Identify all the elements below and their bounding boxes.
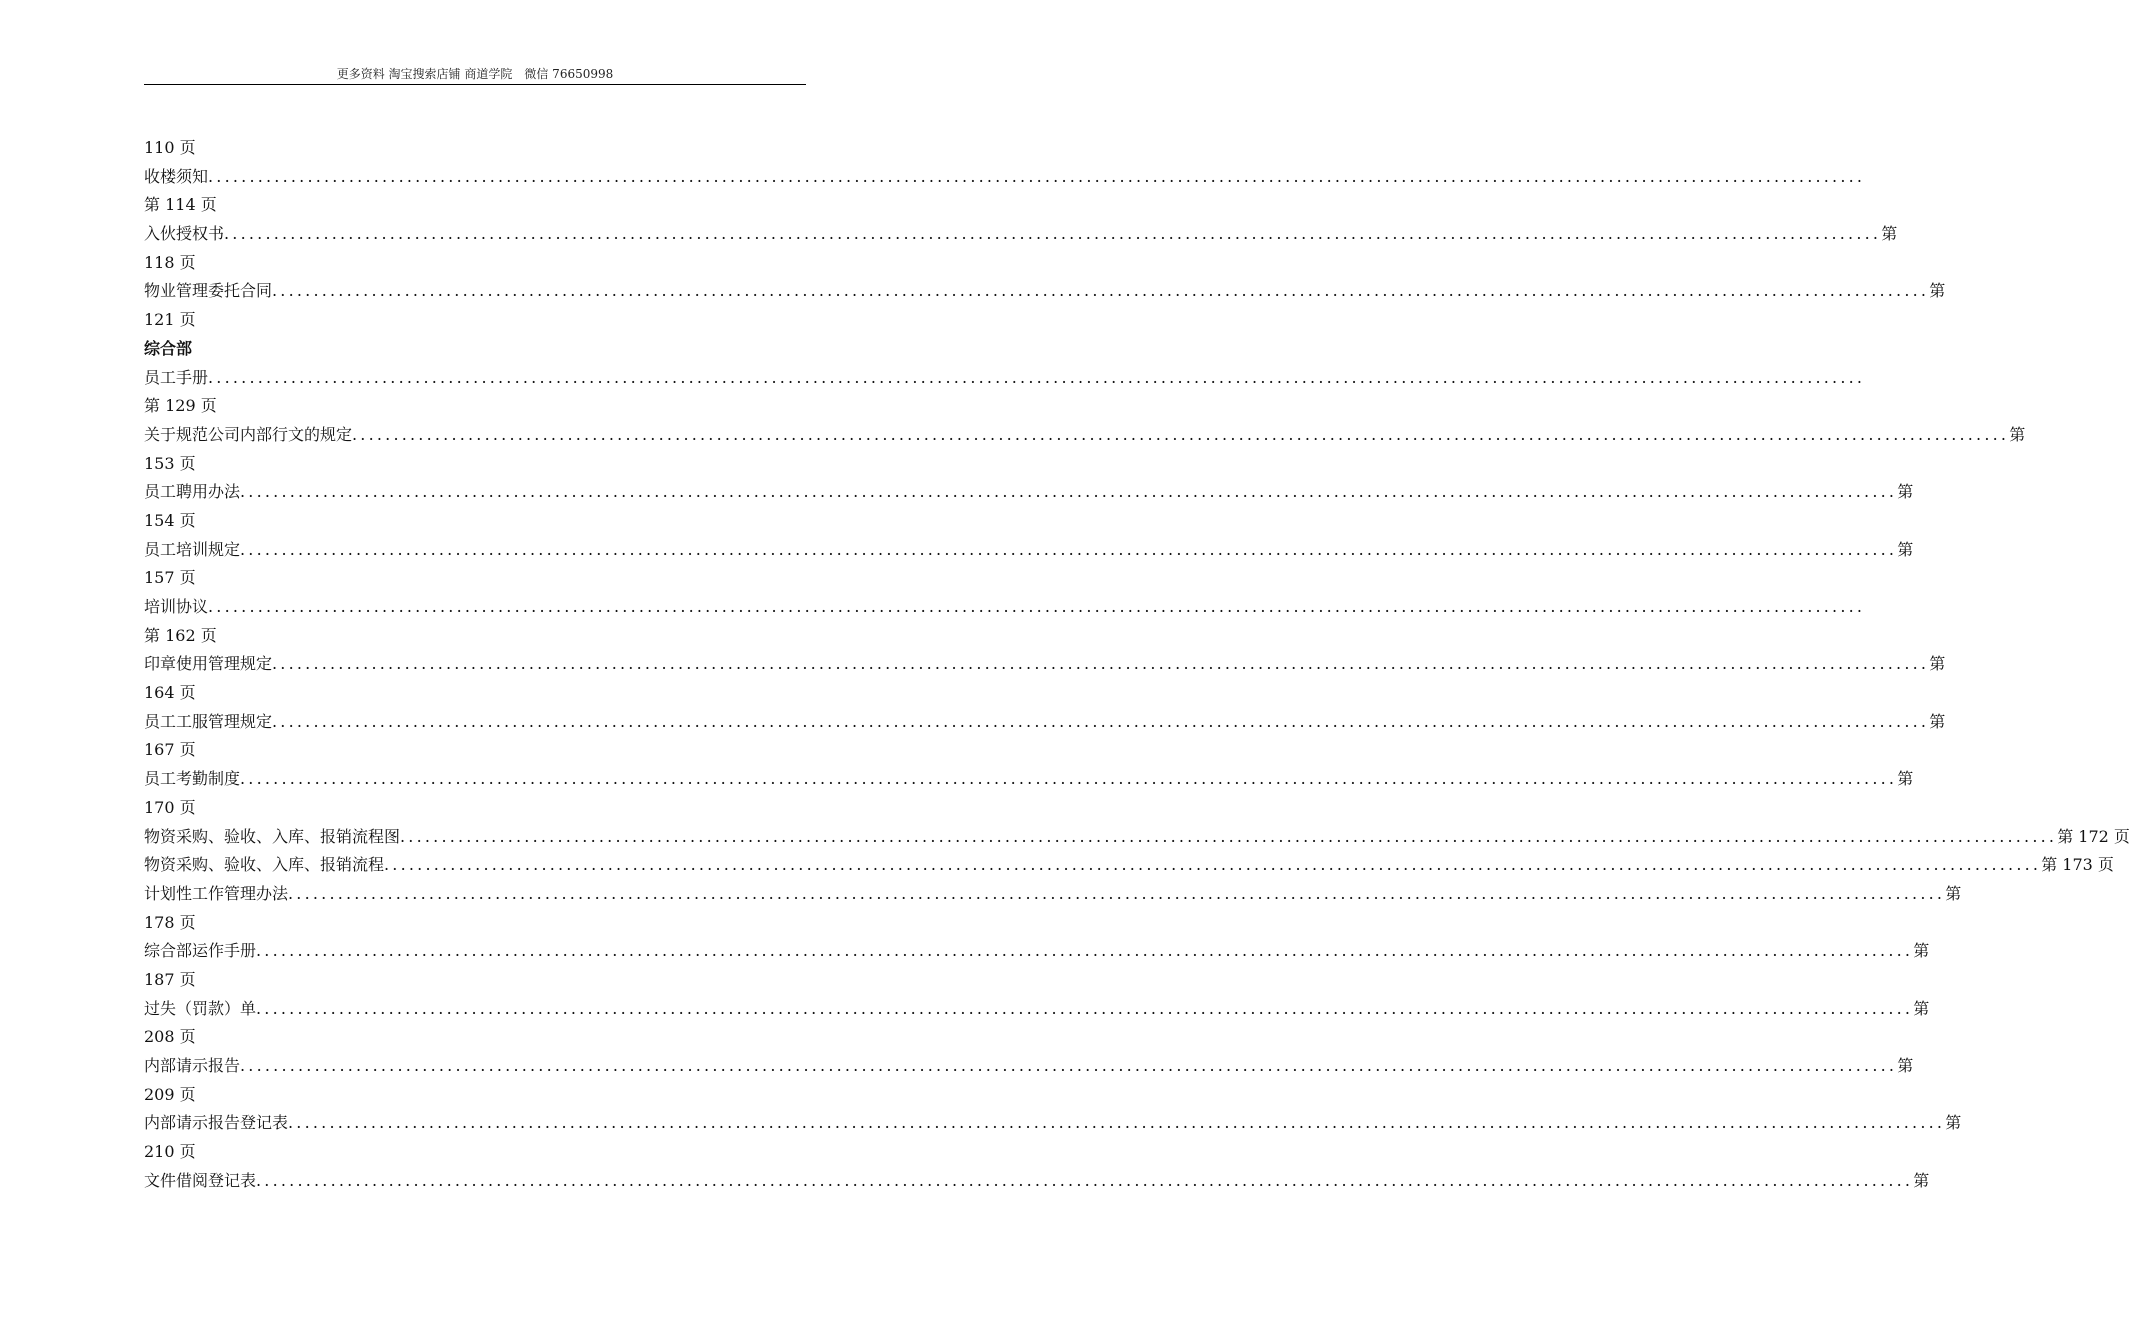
toc-entry-title: 关于规范公司内部行文的规定 (144, 424, 353, 444)
toc-entry-title: 员工培训规定 (144, 539, 241, 559)
toc-entry (144, 823, 2130, 852)
dot-leader: ........................................................................................................................................................................................................ (272, 281, 1930, 301)
toc-entry (144, 1109, 1962, 1138)
dot-leader: ........................................................................................................................................................................................................ (288, 883, 1946, 903)
toc-entry (144, 995, 1930, 1024)
toc-page-continuation: 208 页 (144, 1027, 196, 1047)
table-of-contents (144, 134, 2130, 1195)
toc-entry-page: 第 (1929, 281, 1946, 301)
toc-entry-page: 第 (1897, 482, 1914, 502)
toc-entry-page: 第 173 页 (2041, 855, 2114, 875)
dot-leader: ........................................................................................................................................................................................................ (272, 654, 1930, 674)
toc-page-continuation: 110 页 (144, 138, 196, 157)
toc-page-continuation: 121 页 (144, 310, 196, 330)
toc-page-continuation: 210 页 (144, 1142, 196, 1162)
toc-entry (144, 708, 1946, 737)
dot-leader: ........................................................................................................................................................................................................ (400, 826, 2058, 846)
toc-entry (144, 1167, 1930, 1196)
toc-entry-page: 第 (1929, 711, 1946, 731)
toc-entry-title: 计划性工作管理办法 (144, 883, 289, 903)
toc-page-continuation: 第 162 页 (144, 625, 217, 645)
toc-entry (144, 593, 1866, 622)
dot-leader: ........................................................................................................................................................................................................ (240, 1056, 1898, 1075)
dot-leader: ........................................................................................................................................................................................................ (208, 367, 1866, 387)
toc-entry-page: 第 (2009, 424, 2026, 444)
toc-entry-page: 第 (1945, 883, 1962, 903)
toc-page-continuation: 167 页 (144, 740, 196, 760)
toc-entry-title: 印章使用管理规定 (144, 654, 273, 674)
toc-page-continuation: 118 页 (144, 252, 196, 272)
dot-leader: ........................................................................................................................................................................................................ (208, 597, 1866, 616)
toc-entry (144, 765, 1914, 794)
toc-entry (144, 536, 1914, 565)
toc-entry-page: 第 (1929, 654, 1946, 674)
toc-entry-title: 员工工服管理规定 (144, 711, 273, 731)
dot-leader: ........................................................................................................................................................................................................ (256, 941, 1914, 961)
toc-entry-page: 第 (1913, 1170, 1930, 1190)
toc-entry-title: 员工聘用办法 (144, 482, 241, 502)
section-heading: 综合部 (144, 338, 193, 358)
dot-leader: ........................................................................................................................................................................................................ (240, 539, 1898, 559)
toc-entry-title: 物资采购、验收、入库、报销流程 (144, 855, 385, 875)
dot-leader: ........................................................................................................................................................................................................ (384, 855, 2042, 875)
toc-entry-title: 员工手册 (144, 367, 209, 387)
toc-page-continuation: 第 114 页 (144, 195, 217, 215)
toc-entry (144, 937, 1930, 966)
toc-entry-page: 第 172 页 (2057, 826, 2130, 846)
toc-entry-title: 培训协议 (144, 597, 209, 616)
toc-entry (144, 277, 1946, 306)
toc-entry-title: 入伙授权书 (144, 224, 225, 244)
toc-entry (144, 364, 1866, 393)
dot-leader: ........................................................................................................................................................................................................ (272, 711, 1930, 731)
toc-entry (144, 220, 1898, 249)
page-header: 更多资料 淘宝搜索店铺 商道学院 微信 76650998 (144, 64, 806, 85)
toc-entry-title: 过失（罚款）单 (144, 998, 257, 1018)
toc-entry-title: 员工考勤制度 (144, 769, 241, 789)
toc-page-continuation: 164 页 (144, 683, 196, 703)
dot-leader: ........................................................................................................................................................................................................ (256, 1170, 1914, 1190)
toc-entry-page: 第 (1897, 1056, 1914, 1075)
dot-leader: ........................................................................................................................................................................................................ (224, 224, 1882, 244)
toc-entry-page: 第 (1881, 224, 1898, 244)
toc-entry (144, 851, 2114, 880)
toc-page-continuation: 154 页 (144, 510, 196, 530)
toc-entry-title: 内部请示报告 (144, 1056, 241, 1075)
toc-page-continuation: 187 页 (144, 969, 196, 989)
toc-entry-title: 物资采购、验收、入库、报销流程图 (144, 826, 401, 846)
dot-leader: ........................................................................................................................................................................................................ (208, 166, 1866, 186)
toc-entry (144, 880, 1962, 909)
toc-entry-title: 综合部运作手册 (144, 941, 257, 961)
toc-entry (144, 421, 2026, 450)
toc-page-continuation: 153 页 (144, 453, 196, 473)
toc-entry-title: 物业管理委托合同 (144, 281, 273, 301)
dot-leader: ........................................................................................................................................................................................................ (240, 482, 1898, 502)
toc-page-continuation: 209 页 (144, 1084, 196, 1104)
dot-leader: ........................................................................................................................................................................................................ (256, 998, 1914, 1018)
toc-entry-title: 文件借阅登记表 (144, 1170, 257, 1190)
toc-page-continuation: 157 页 (144, 568, 196, 588)
toc-entry-title: 内部请示报告登记表 (144, 1113, 289, 1133)
dot-leader: ........................................................................................................................................................................................................ (352, 424, 2010, 444)
toc-entry-page: 第 (1913, 941, 1930, 961)
dot-leader: ........................................................................................................................................................................................................ (240, 769, 1898, 789)
toc-entry-page: 第 (1913, 998, 1930, 1018)
toc-entry-page: 第 (1945, 1113, 1962, 1133)
toc-entry-page: 第 (1897, 769, 1914, 789)
toc-page-continuation: 第 129 页 (144, 396, 217, 416)
toc-entry (144, 650, 1946, 679)
toc-page-continuation: 178 页 (144, 912, 196, 932)
toc-entry-title: 收楼须知 (144, 166, 209, 186)
toc-entry (144, 163, 1866, 192)
toc-page-continuation: 170 页 (144, 797, 196, 817)
toc-entry-page: 第 (1897, 539, 1914, 559)
toc-entry (144, 478, 1914, 507)
dot-leader: ........................................................................................................................................................................................................ (288, 1113, 1946, 1133)
toc-entry (144, 1052, 1914, 1081)
